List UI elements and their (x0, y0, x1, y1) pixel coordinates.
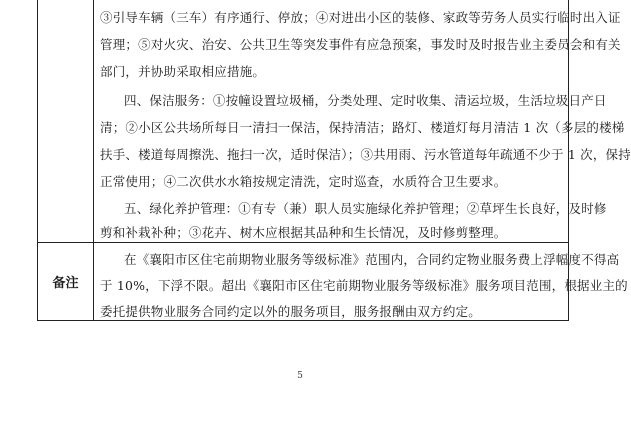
column-divider (93, 0, 94, 320)
service-content-cell (100, 0, 631, 242)
remarks-text-line: 委托提供物业服务合同约定以外的服务项目，服务报酬由双方约定。 (100, 304, 482, 319)
service-standards-table (37, 0, 631, 321)
service-text-line: ③引导车辆（三车）有序通行、停放；④对进出小区的装修、家政等劳务人员实行临时出入证 (100, 10, 621, 25)
greening-service-line: 五、绿化养护管理：①有专（兼）职人员实施绿化养护管理；②草坪生长良好，及时修 (124, 201, 607, 216)
service-text-line: 部门，并协助采取相应措施。 (100, 64, 266, 79)
remarks-text-line: 于 10%，下浮不限。超出《襄阳市区住宅前期物业服务等级标准》服务项目范围，根据业主的 (100, 278, 628, 293)
service-text-line: 扶手、楼道每周擦洗、拖扫一次，适时保洁）；③共用雨、污水管道每年疏通不少于 1 次，保持 (100, 147, 631, 162)
service-text-line: 清；②小区公共场所每日一清扫一保洁，保持清洁；路灯、楼道灯每月清洁 1 次（多层的楼梯 (100, 120, 625, 135)
remarks-label: 备注 (52, 276, 79, 291)
remarks-text-line: 在《襄阳市区住宅前期物业服务等级标准》范围内，合同约定物业服务费上浮幅度不得高 (124, 252, 620, 267)
service-text-line: 管理；⑤对火灾、治安、公共卫生等突发事件有应急预案，事发时及时报告业主委员会和有关 (100, 37, 621, 52)
cleaning-service-line: 四、保洁服务：①按幢设置垃圾桶，分类处理、定时收集、清运垃圾，生活垃圾日产日 (124, 93, 607, 108)
remarks-content-cell (100, 242, 628, 321)
page-number: 5 (297, 371, 303, 381)
service-text-line: 正常使用；④二次供水水箱按规定清洗，定时巡查，水质符合卫生要求。 (100, 174, 507, 189)
service-text-line: 剪和补栽补种；③花卉、树木应根据其品种和生长情况，及时修剪整理。 (100, 225, 507, 240)
